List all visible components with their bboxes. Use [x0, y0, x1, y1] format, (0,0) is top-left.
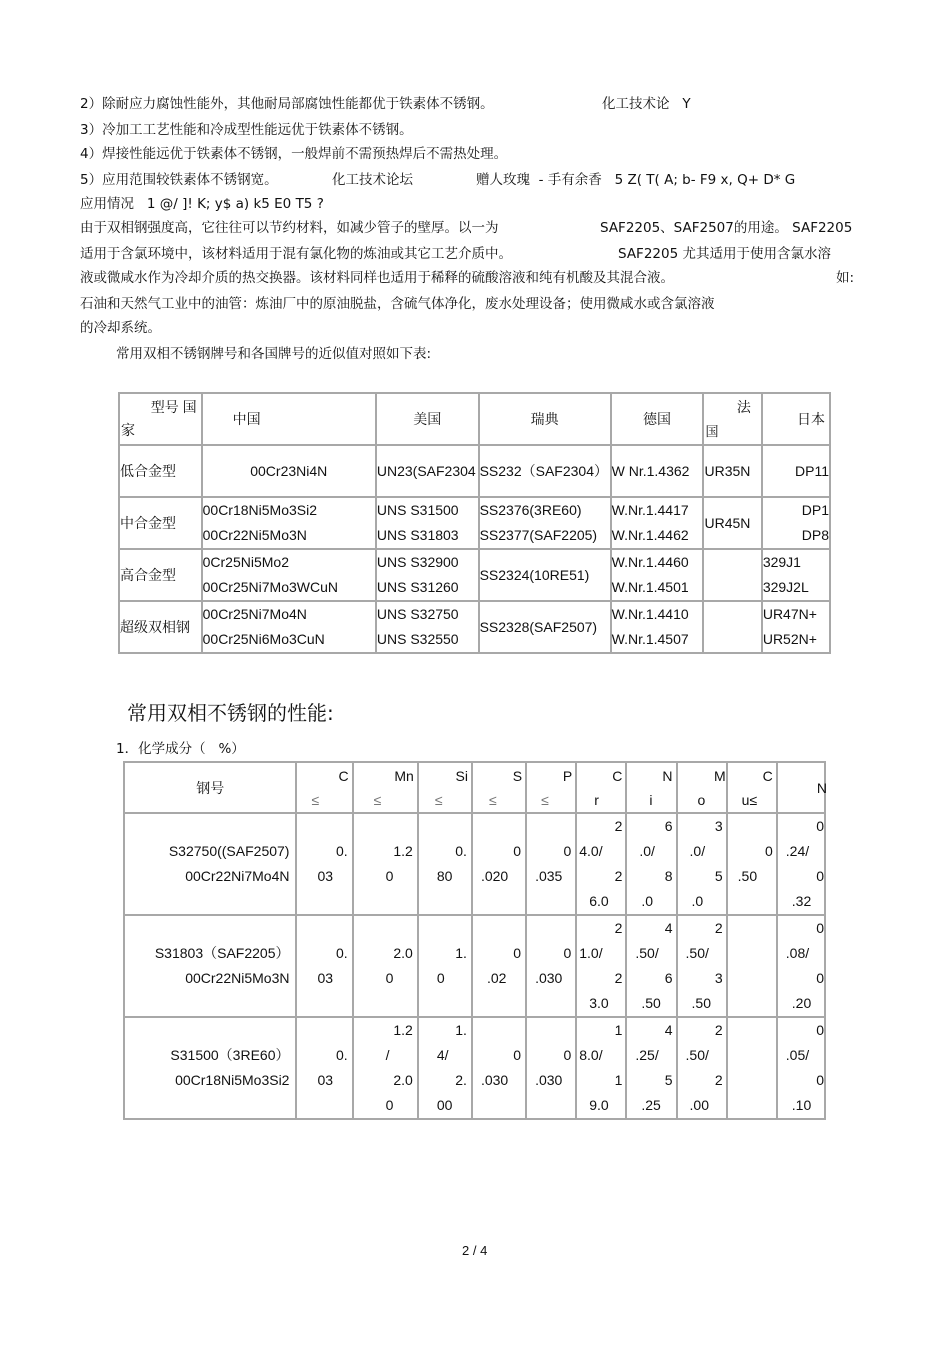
text-line: 化工技术论 Y: [602, 96, 691, 112]
header-col: C r: [576, 762, 626, 813]
china-cell: 00Cr18Ni5Mo3Si2 00Cr22Ni5Mo3N: [202, 497, 376, 549]
type-cell: 高合金型: [119, 549, 202, 601]
sweden-cell: SS2328(SAF2507): [479, 601, 611, 653]
text-line: 应用情况 1 @/ ]! K; y$ a) k5 E0 T5 ?: [80, 196, 324, 212]
text-line: 适用于含氯环境中，该材料适用于混有氯化物的炼油或其它工艺介质中。: [80, 246, 512, 262]
japan-cell: 329J1 329J2L: [762, 549, 830, 601]
value-cell: 0 .030: [526, 1017, 576, 1119]
value-cell: 1. 4/ 2. 00: [418, 1017, 472, 1119]
table-row: [124, 813, 825, 915]
value-cell: 3 .0/ 5 .0: [677, 813, 727, 915]
china-cell: 00Cr25Ni7Mo4N 00Cr25Ni6Mo3CuN: [202, 601, 376, 653]
text-line: 5）应用范围较铁素体不锈钢宽。: [80, 172, 278, 188]
header-corner-top: 型号 国: [150, 399, 197, 415]
value-cell: 1.2 0: [353, 813, 418, 915]
page-number: 2 / 4: [462, 1243, 488, 1258]
value-cell: 0. 03: [296, 915, 352, 1017]
germany-cell: W.Nr.1.4460 W.Nr.1.4501: [611, 549, 704, 601]
value-cell: 0 .030: [472, 1017, 526, 1119]
germany-cell: W.Nr.1.4417 W.Nr.1.4462: [611, 497, 704, 549]
header-usa: 美国: [376, 393, 479, 445]
text-line: 3）冷加工工艺性能和冷成型性能远优于铁素体不锈钢。: [80, 122, 413, 138]
france-cell: UR45N: [703, 497, 761, 549]
header-corner-bottom: 家: [121, 422, 135, 438]
value-cell: [727, 1017, 777, 1119]
section-heading: 常用双相不锈钢的性能:: [127, 701, 334, 725]
header-col: N: [777, 762, 825, 813]
header-col: P ≤: [526, 762, 576, 813]
header-col: N i: [626, 762, 676, 813]
header-germany: 德国: [611, 393, 704, 445]
chemical-composition-table: [123, 761, 826, 1120]
text-line: 如:: [836, 270, 855, 286]
table-header-row: [119, 393, 830, 445]
grade-cell: S31803（SAF2205） 00Cr22Ni5Mo3N: [124, 915, 296, 1017]
header-france-top: 法: [736, 399, 751, 415]
value-cell: 6 .0/ 8 .0: [626, 813, 676, 915]
value-cell: 1 8.0/ 1 9.0: [576, 1017, 626, 1119]
text-line: 石油和天然气工业中的油管：炼油厂中的原油脱盐，含硫气体净化，废水处理设备；使用微咸水或含氯溶液: [80, 296, 715, 312]
france-cell: [703, 601, 761, 653]
grade-cell: S31500（3RE60） 00Cr18Ni5Mo3Si2: [124, 1017, 296, 1119]
table-caption: 常用双相不锈钢牌号和各国牌号的近似值对照如下表:: [116, 346, 432, 362]
type-cell: 中合金型: [119, 497, 202, 549]
germany-cell: W.Nr.1.4410 W.Nr.1.4507: [611, 601, 704, 653]
header-france: [703, 393, 761, 445]
value-cell: 0 .030: [526, 915, 576, 1017]
value-cell: [727, 915, 777, 1017]
china-cell: 00Cr23Ni4N: [202, 445, 376, 497]
value-cell: 1.2 / 2.0 0: [353, 1017, 418, 1119]
text-line: 液或微咸水作为冷却介质的热交换器。该材料同样也适用于稀释的硫酸溶液和纯有机酸及其混合液。: [80, 270, 674, 286]
table-row: [119, 549, 830, 601]
usa-cell: UNS S32750 UNS S32550: [376, 601, 479, 653]
usa-cell: UNS S31500 UNS S31803: [376, 497, 479, 549]
text-line: 4）焊接性能远优于铁素体不锈钢，一般焊前不需预热焊后不需热处理。: [80, 146, 508, 162]
header-col: C ≤: [296, 762, 352, 813]
text-line: 的冷却系统。: [80, 320, 161, 336]
header-col: S ≤: [472, 762, 526, 813]
usa-cell: UNS S32900 UNS S31260: [376, 549, 479, 601]
header-col: Mn ≤: [353, 762, 418, 813]
value-cell: 2 1.0/ 2 3.0: [576, 915, 626, 1017]
type-cell: 低合金型: [119, 445, 202, 497]
sweden-cell: SS2376(3RE60) SS2377(SAF2205): [479, 497, 611, 549]
sweden-cell: SS2324(10RE51): [479, 549, 611, 601]
france-cell: [703, 549, 761, 601]
france-cell: UR35N: [703, 445, 761, 497]
text-line: 化工技术论坛: [332, 172, 413, 188]
table-row: [119, 445, 830, 497]
header-corner: [119, 393, 202, 445]
value-cell: 0 .05/ 0 .10: [777, 1017, 825, 1119]
text-line: 赠人玫瑰 - 手有余香 5 Z( T( A; b- F9 x, Q+ D* G: [476, 172, 796, 188]
table-row: [124, 1017, 825, 1119]
text-line: SAF2205 尤其适用于使用含氯水溶: [618, 246, 831, 262]
value-cell: 2 .50/ 3 .50: [677, 915, 727, 1017]
subsection-title: 1．化学成分（ %）: [116, 741, 245, 757]
table-row: [119, 497, 830, 549]
text-line: 2）除耐应力腐蚀性能外，其他耐局部腐蚀性能都优于铁素体不锈钢。: [80, 96, 494, 112]
value-cell: 4 .25/ 5 .25: [626, 1017, 676, 1119]
header-col: Si ≤: [418, 762, 472, 813]
grade-cell: S32750((SAF2507) 00Cr22Ni7Mo4N: [124, 813, 296, 915]
header-japan: 日本: [762, 393, 830, 445]
text-line: 由于双相钢强度高，它往往可以节约材料，如减少管子的壁厚。以一为: [80, 220, 499, 236]
value-cell: 2 .50/ 2 .00: [677, 1017, 727, 1119]
table-row: [124, 915, 825, 1017]
value-cell: 0. 80: [418, 813, 472, 915]
japan-cell: DP11: [762, 445, 830, 497]
value-cell: 0. 03: [296, 813, 352, 915]
text-line: SAF2205、SAF2507的用途。 SAF2205: [600, 220, 853, 236]
value-cell: 0. 03: [296, 1017, 352, 1119]
type-cell: 超级双相钢: [119, 601, 202, 653]
value-cell: 0 .020: [472, 813, 526, 915]
value-cell: 0 .24/ 0 .32: [777, 813, 825, 915]
header-col: C u≤: [727, 762, 777, 813]
value-cell: 4 .50/ 6 .50: [626, 915, 676, 1017]
usa-cell: UN23(SAF2304: [376, 445, 479, 497]
japan-cell: UR47N+ UR52N+: [762, 601, 830, 653]
header-sweden: 瑞典: [479, 393, 611, 445]
header-france-bottom: 国: [705, 424, 719, 439]
germany-cell: W Nr.1.4362: [611, 445, 704, 497]
header-col: M o: [677, 762, 727, 813]
table-header-row: [124, 762, 825, 813]
header-grade: 钢号: [124, 762, 296, 813]
value-cell: 0 .02: [472, 915, 526, 1017]
china-cell: 0Cr25Ni5Mo2 00Cr25Ni7Mo3WCuN: [202, 549, 376, 601]
japan-cell: DP1 DP8: [762, 497, 830, 549]
value-cell: 0 .50: [727, 813, 777, 915]
table-row: [119, 601, 830, 653]
value-cell: 2.0 0: [353, 915, 418, 1017]
sweden-cell: SS232（SAF2304）: [479, 445, 611, 497]
header-china: 中国: [202, 393, 376, 445]
value-cell: 2 4.0/ 2 6.0: [576, 813, 626, 915]
value-cell: 0 .08/ 0 .20: [777, 915, 825, 1017]
value-cell: 1. 0: [418, 915, 472, 1017]
grade-comparison-table: [118, 392, 831, 654]
value-cell: 0 .035: [526, 813, 576, 915]
